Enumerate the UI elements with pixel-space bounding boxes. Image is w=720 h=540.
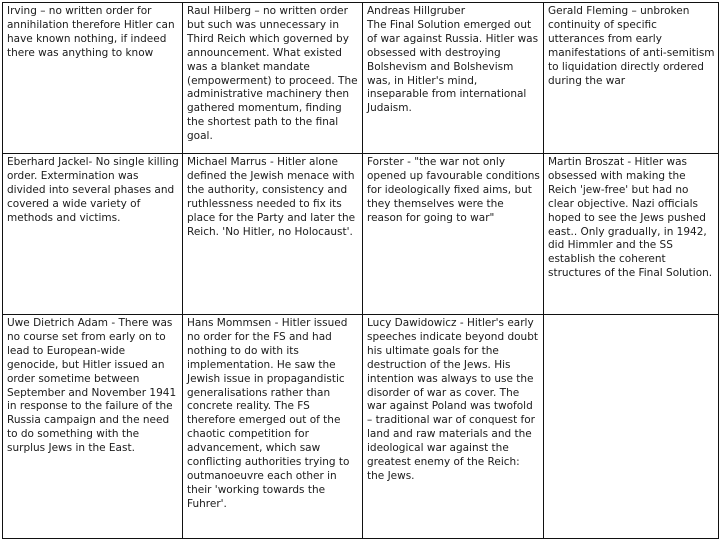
historiography-table (2, 2, 719, 539)
cell-dawidowicz (363, 315, 544, 539)
cell-text: Raul Hilberg – no written order but such was unnecessary in Third Reich which governed by announcement. What existed was a blanket mandate (empowerment) to proceed. The administrative machinery then gathered momentum, finding the shortest path to the final goal. (187, 5, 358, 143)
cell-fleming (544, 3, 719, 154)
cell-text: Martin Broszat - Hitler was obsessed with making the Reich 'jew-free' but had no clear objective. Nazi officials hoped to see the Jews pushed east.. Only gradually, in 1942, did Himmler and the SS establish the coherent structures of the Final Solution. (548, 156, 713, 280)
cell-irving (3, 3, 183, 154)
cell-text: Irving – no written order for annihilation therefore Hitler can have known nothing, if indeed there was anything to know (7, 5, 175, 59)
cell-hilberg (183, 3, 363, 154)
table-row (3, 154, 719, 315)
cell-mommsen (183, 315, 363, 539)
cell-empty (544, 315, 719, 539)
cell-text: Michael Marrus - Hitler alone defined the Jewish menace with the authority, consistency and ruthlessness needed to fix its place for the Party and later the Reich. 'No Hitler, no Holocaust'. (187, 156, 356, 238)
cell-broszat (544, 154, 719, 315)
cell-adam (3, 315, 183, 539)
table-row (3, 3, 719, 154)
cell-text: Andreas Hillgruber The Final Solution emerged out of war against Russia. Hitler was obsessed with destroying Bolshevism and Bolshevism was, in Hitler's mind, inseparable from international Judaism. (367, 5, 539, 115)
cell-jackel (3, 154, 183, 315)
cell-forster (363, 154, 544, 315)
table-row (3, 315, 719, 539)
cell-marrus (183, 154, 363, 315)
cell-text: Hans Mommsen - Hitler issued no order for the FS and had nothing to do with its implementation. He saw the Jewish issue in propagandistic generalisations rather than concrete reality. The FS therefore emerged out of the chaotic competition for advancement, which saw conflicting authorities trying to outmanoeuvre each other in their 'working towards the Fuhrer'. (187, 317, 350, 510)
cell-text: Uwe Dietrich Adam - There was no course set from early on to lead to European-wide genocide, but Hitler issued an order sometime between September and November 1941 in response to the failure of the Russia campaign and the need to do something with the surplus Jews in the East. (7, 317, 177, 455)
cell-text: Lucy Dawidowicz - Hitler's early speeches indicate beyond doubt his ultimate goals for the destruction of the Jews. His intention was always to use the disorder of war as cover. The war against Poland was twofold – traditional war of conquest for land and raw materials and the ideological war against the greatest enemy of the Reich: the Jews. (367, 317, 538, 482)
cell-text: Forster - "the war not only opened up favourable conditions for ideologically fixed aims, but they themselves were the reason for going to war" (367, 156, 540, 224)
cell-hillgruber (363, 3, 544, 154)
cell-text: Gerald Fleming – unbroken continuity of specific utterances from early manifestations of anti-semitism to liquidation directly ordered during the war (548, 5, 715, 87)
cell-text: Eberhard Jackel- No single killing order. Extermination was divided into several phases and covered a wide variety of methods and victims. (7, 156, 179, 224)
